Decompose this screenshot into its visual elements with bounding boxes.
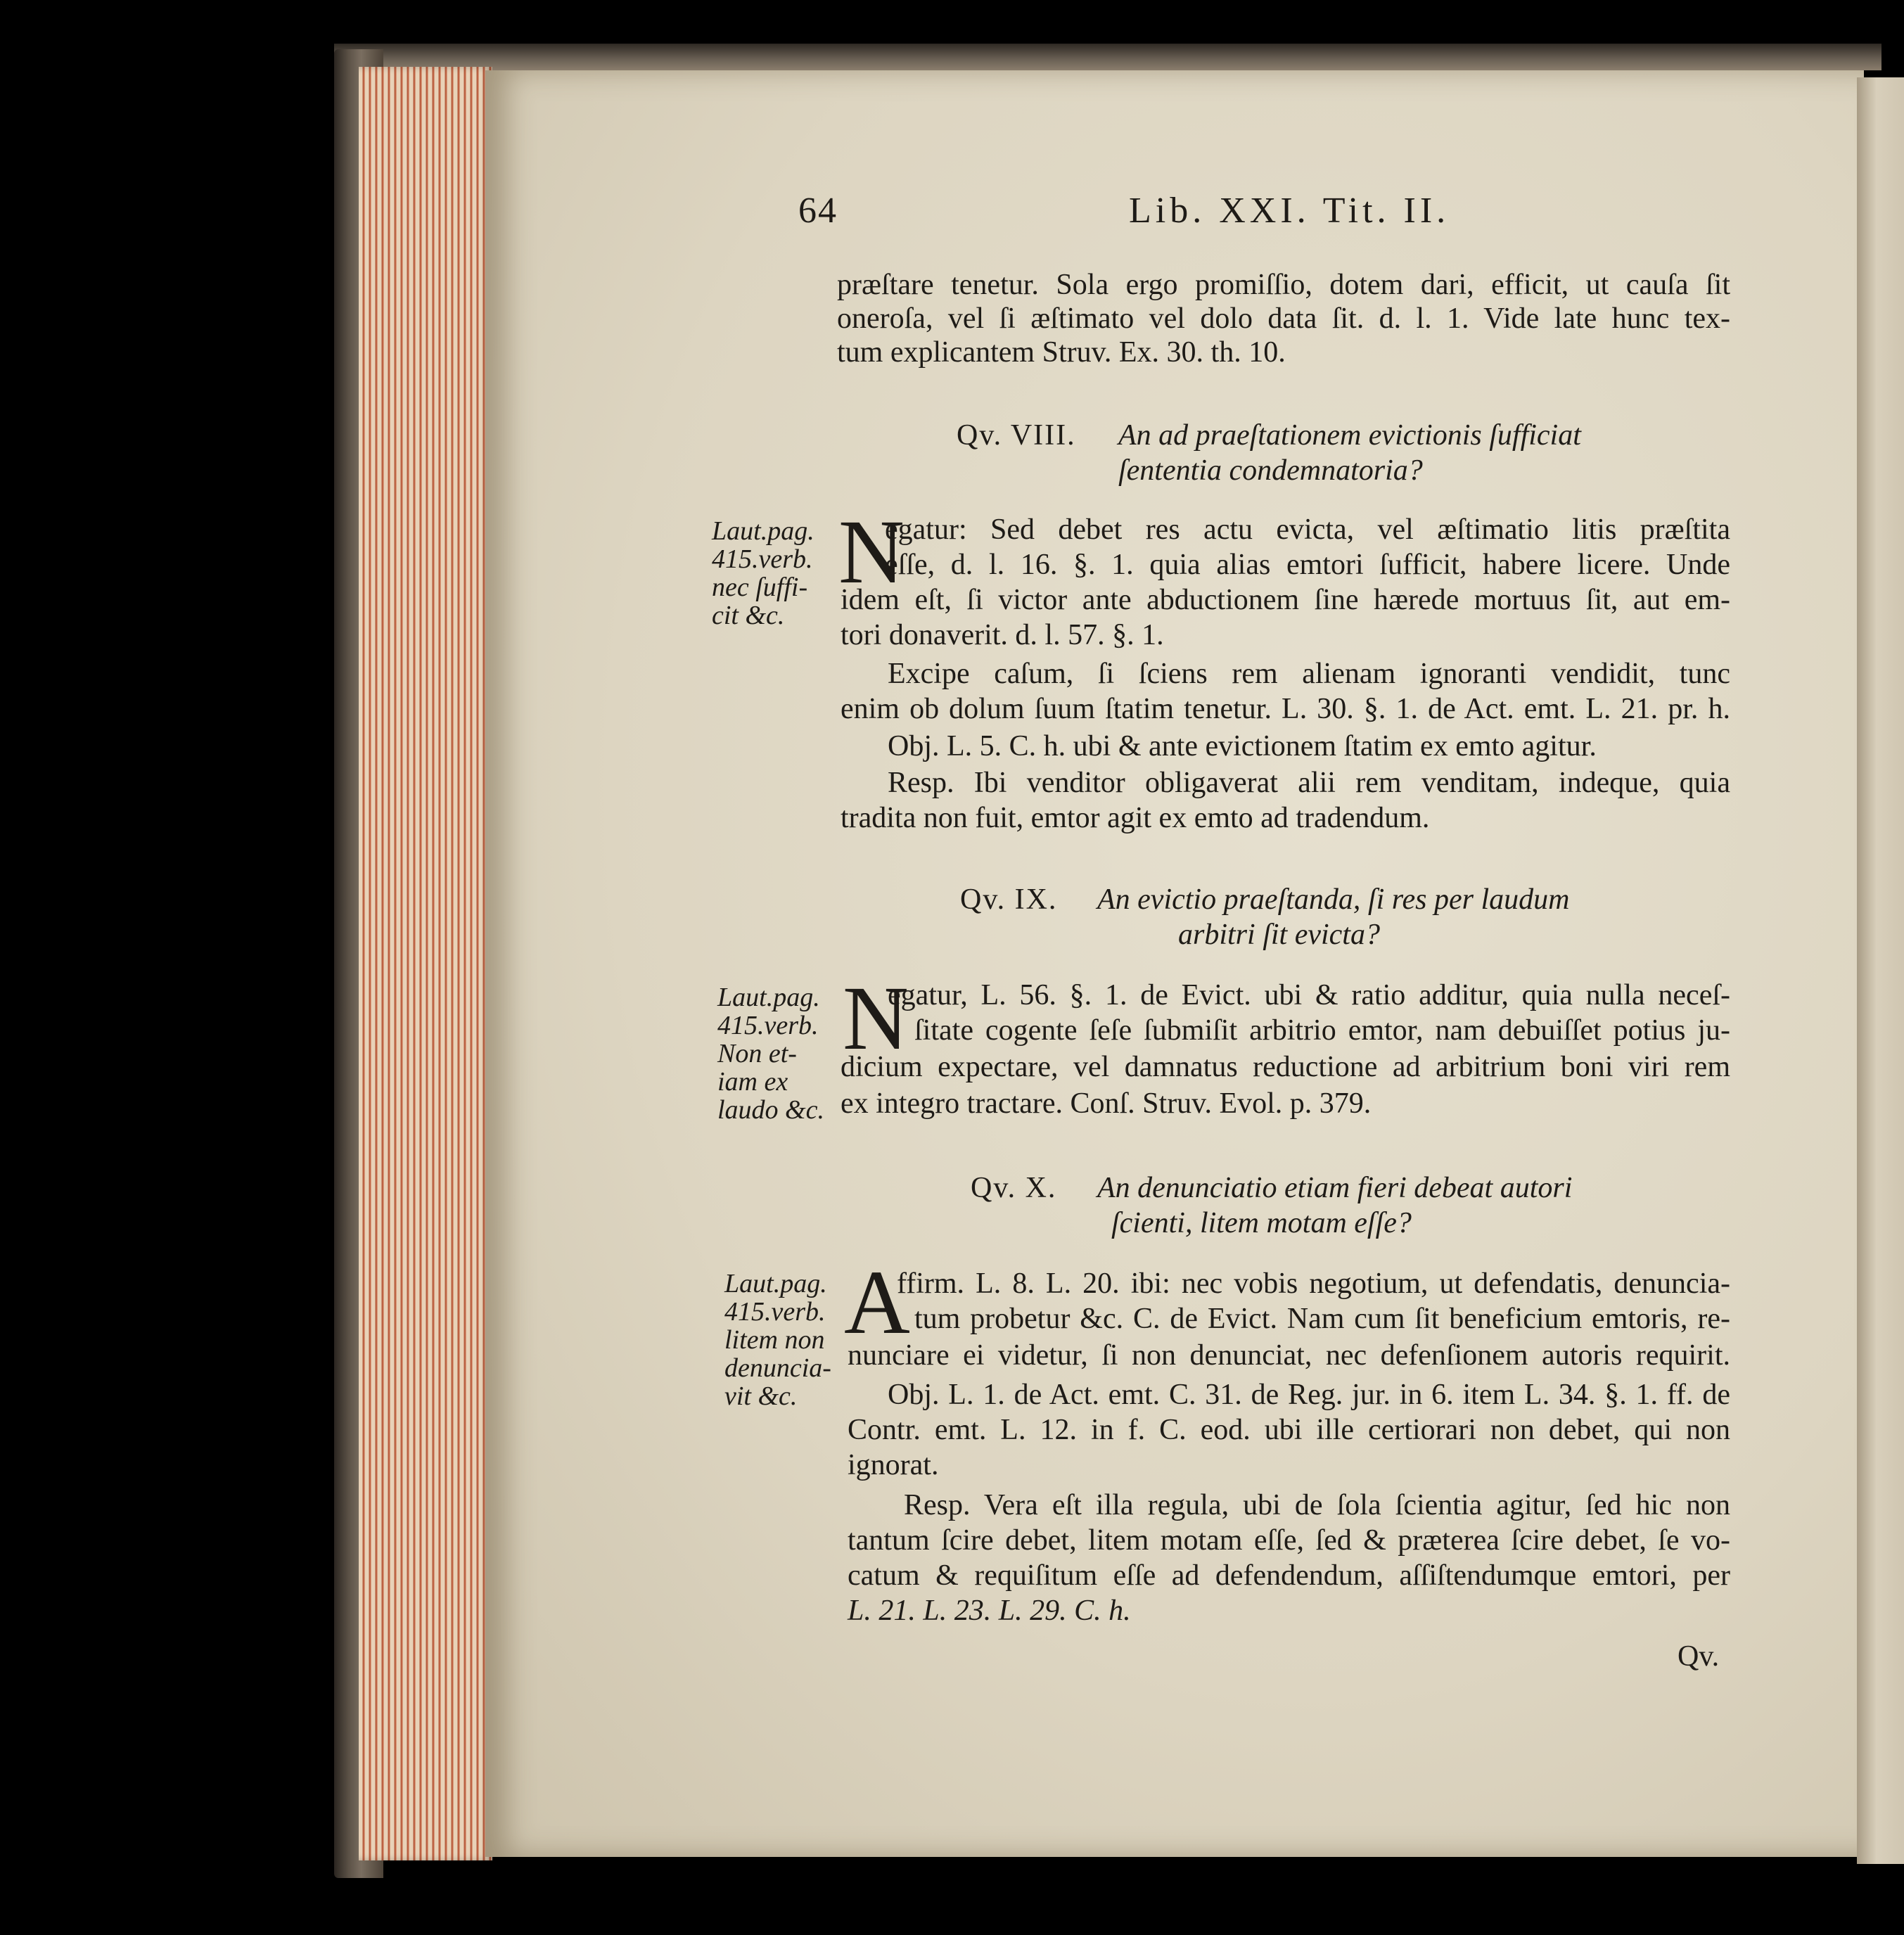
margin-note: Laut.pag. 415.verb. nec ſuffi- cit &c. [712,516,814,630]
text-line: Resp. Ibi venditor obligaverat alii rem venditam, indeque, quia [888,767,1730,799]
text-line: ffirm. L. 8. L. 20. ibi: nec vobis negotium, ut defendatis, denuncia- [897,1267,1730,1300]
text-line: tori donaverit. d. l. 57. §. 1. [841,619,1164,651]
question-title: An evictio praeſtanda, ſi res per laudum [1097,883,1570,916]
text-line: egatur: Sed debet res actu evicta, vel æſtimatio litis præſtita [885,513,1730,546]
text-line: eſſe, d. l. 16. §. 1. quia alias emtori ſufficit, habere licere. Unde [885,549,1730,581]
text-line: dicium expectare, vel damnatus reductione ad arbitrium boni viri rem [841,1051,1730,1083]
question-label: Qv. X. [971,1172,1057,1204]
text-line: Resp. Vera eſt illa regula, ubi de ſola ſcientia agitur, ſed hic non [904,1489,1730,1521]
text-line: catum & requiſitum eſſe ad defendendum, aſſiſtendumque emtori, per [848,1559,1730,1592]
page-edges [359,67,492,1860]
question-label: Qv. VIII. [957,419,1076,452]
text-line: Contr. emt. L. 12. in f. C. eod. ubi ille certiorari non debet, qui non [848,1414,1730,1446]
text-line: L. 21. L. 23. L. 29. C. h. [848,1595,1131,1627]
page-number: 64 [798,191,838,231]
text-line: tradita non fuit, emtor agit ex emto ad tradendum. [841,802,1430,834]
question-title: An denunciatio etiam fieri debeat autori [1097,1172,1573,1204]
question-label: Qv. IX. [960,883,1058,916]
question-title: An ad praeſtationem evictionis ſufficiat [1118,419,1581,452]
text-line: præſtare tenetur. Sola ergo promiſſio, dotem dari, efficit, ut cauſa ſit [837,269,1730,301]
text-line: Obj. L. 1. de Act. emt. C. 31. de Reg. jur. in 6. item L. 34. §. 1. ff. de [888,1379,1730,1411]
text-line: oneroſa, vel ſi æſtimato vel dolo data ſit. d. l. 1. Vide late hunc tex- [837,302,1730,335]
drop-cap: N [838,502,905,603]
text-line: tum explicantem Struv. Ex. 30. th. 10. [837,336,1286,369]
text-line: ignorat. [848,1449,939,1481]
text-line: tum probetur &c. C. de Evict. Nam cum ſit beneficium emtoris, re- [914,1303,1730,1335]
text-line: egatur, L. 56. §. 1. de Evict. ubi & ratio additur, quia nulla neceſ- [888,979,1730,1011]
question-title: ſcienti, litem motam eſſe? [1111,1207,1412,1239]
book-cover-top [334,44,1881,70]
text-line: ex integro tractare. Conſ. Struv. Evol. p. 379. [841,1087,1372,1120]
question-title: ſententia condemnatoria? [1118,454,1423,487]
question-title: arbitri ſit evicta? [1178,919,1380,951]
catchword: Qv. [1678,1640,1720,1673]
text-line: nunciare ei videtur, ſi non denunciat, nec defenſionem autoris requirit. [848,1339,1730,1372]
drop-cap: A [844,1252,910,1353]
margin-note: Laut.pag. 415.verb. Non et- iam ex laudo &c. [717,983,824,1125]
text-line: Obj. L. 5. C. h. ubi & ante evictionem ſtatim ex emto agitur. [888,730,1597,762]
text-line: ſitate cogente ſeſe ſubmiſit arbitrio emtor, nam debuiſſet potius ju- [914,1014,1730,1047]
text-line: tantum ſcire debet, litem motam eſſe, ſed & præterea ſcire debet, ſe vo- [848,1524,1730,1557]
facing-page-edge [1857,77,1904,1864]
text-line: idem eſt, ſi victor ante abductionem ſine hærede mortuus ſit, aut em- [841,584,1730,616]
text-line: enim ob dolum ſuum ſtatim tenetur. L. 30. §. 1. de Act. emt. L. 21. pr. h. [841,693,1730,725]
margin-note: Laut.pag. 415.verb. litem non denuncia- vit &c. [724,1269,831,1411]
text-line: Excipe caſum, ſi ſciens rem alienam ignoranti vendidit, tunc [888,658,1730,690]
drop-cap: N [843,968,909,1069]
running-title: Lib. XXI. Tit. II. [1129,191,1450,231]
